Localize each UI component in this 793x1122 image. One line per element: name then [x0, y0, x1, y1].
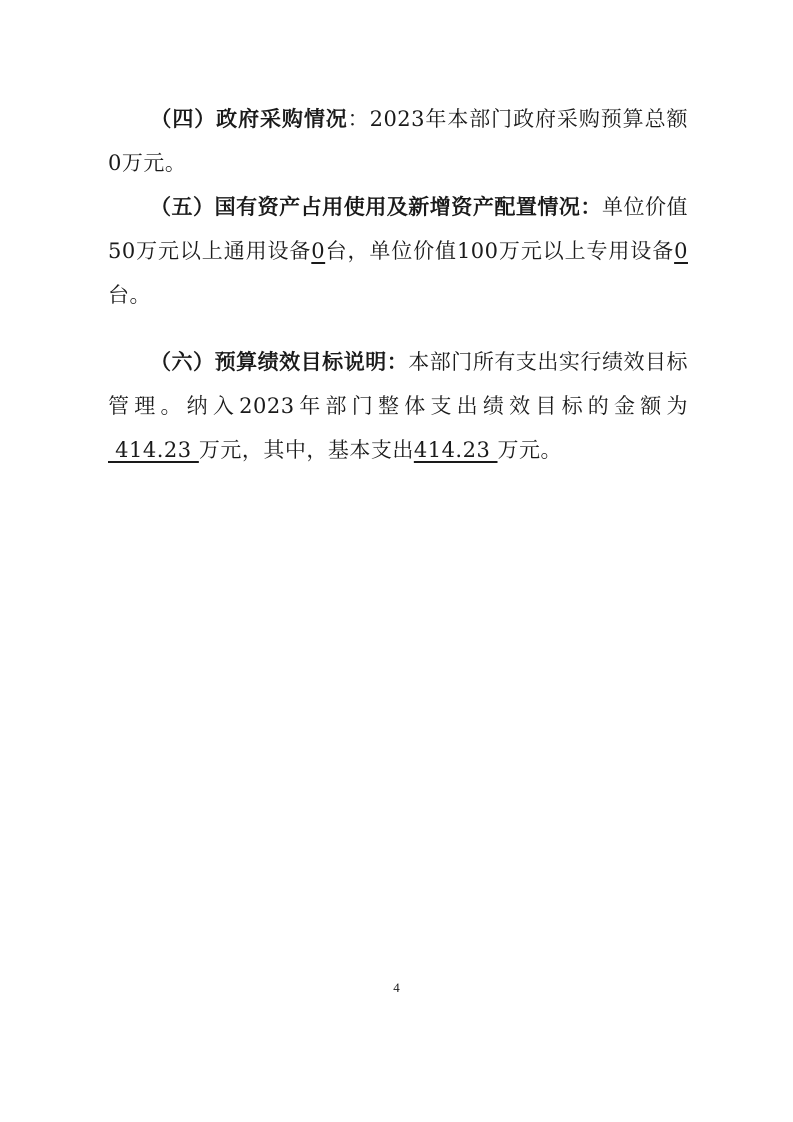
section-state-assets — [108, 185, 688, 317]
assets-text-2: 台，单位价值100万元以上专用设备 — [325, 239, 675, 263]
heading-colon: ： — [347, 107, 370, 131]
basic-expenditure-amount: 414.23 — [413, 438, 498, 462]
section-government-procurement — [108, 97, 688, 185]
section-heading-procurement: （四）政府采购情况 — [150, 106, 348, 131]
assets-text-1: 单位价值50万元以上通用设备 — [108, 195, 689, 263]
performance-text-3: 万元。 — [497, 438, 562, 462]
total-performance-amount: 414.23 — [108, 438, 199, 462]
performance-text-2: 万元，其中，基本支出 — [198, 438, 414, 462]
assets-text-3: 台。 — [108, 283, 151, 307]
section-heading-performance: （六）预算绩效目标说明： — [150, 349, 409, 374]
page-number: 4 — [393, 980, 400, 995]
general-equipment-count: 0 — [311, 239, 326, 263]
performance-text-1: 本部门所有支出实行绩效目标管理。纳入2023年部门整体支出绩效目标的金额为 — [108, 350, 689, 418]
section-performance-targets — [108, 340, 688, 472]
special-equipment-count: 0 — [674, 239, 688, 263]
procurement-text: 2023年本部门政府采购预算总额0万元。 — [108, 107, 689, 175]
section-heading-assets: （五）国有资产占用使用及新增资产配置情况： — [150, 194, 602, 219]
